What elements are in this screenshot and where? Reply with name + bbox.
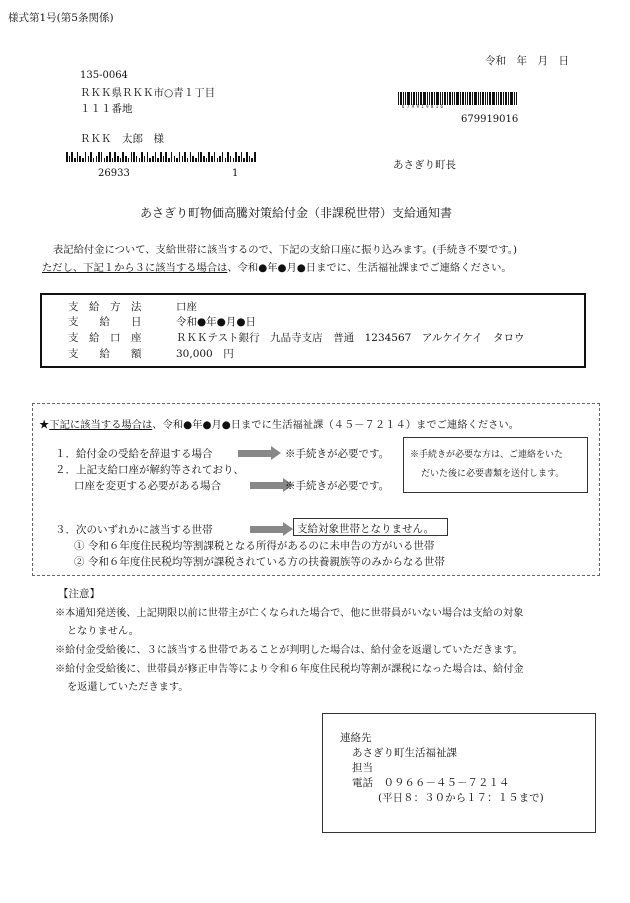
- barcode-bar: [472, 92, 473, 105]
- barcode-bar: [82, 158, 84, 162]
- barcode-bar: [122, 152, 124, 162]
- caution-2: ※給付金受給後に、３に該当する世帯であることが判明した場合は、給付金を返還していただきます。: [55, 645, 523, 656]
- contact-person: 担当: [352, 762, 373, 774]
- barcode-bar: [206, 158, 208, 162]
- barcode-bar: [241, 152, 243, 162]
- barcode-bar: [112, 158, 114, 162]
- star-icon: ★: [39, 419, 50, 431]
- barcode-bar: [128, 158, 130, 162]
- contact-phone: 電話 ０９６６－４５－７２１４: [352, 777, 510, 789]
- payment-amount-label: 支 給 額: [68, 348, 142, 360]
- barcode-code-left: 26933: [98, 168, 130, 179]
- barcode-bar: [139, 158, 141, 162]
- barcode-bar: [482, 92, 484, 105]
- barcode-bar: [489, 92, 491, 105]
- notice-item2a: ２．上記支給口座が解約等されており、: [55, 464, 244, 476]
- barcode-bar: [104, 158, 106, 162]
- barcode-bar: [251, 158, 253, 162]
- barcode-bar: [456, 92, 459, 105]
- recipient-name: ＲＫＫ 太郎 様: [80, 133, 164, 145]
- barcode-bar: [160, 152, 162, 162]
- barcode-bar: [131, 152, 133, 162]
- barcode-bar: [227, 152, 229, 162]
- barcode-bar: [485, 92, 486, 105]
- barcode-bar: [133, 152, 135, 162]
- barcode-bar: [447, 92, 448, 105]
- intro-rest: 、令和●年●月●日までに、生活福祉課までご連絡ください。: [227, 262, 512, 274]
- payment-method-label: 支 給 方 法: [68, 301, 142, 313]
- address-line1: ＲＫＫ県ＲＫＫ市○青１丁目: [80, 87, 216, 99]
- arrow-right-icon: [250, 526, 284, 533]
- caution-1b: となりません。: [67, 626, 139, 637]
- barcode-bar: [503, 92, 504, 105]
- payment-account-label: 支 給 口 座: [68, 332, 142, 344]
- barcode-bar: [157, 158, 159, 162]
- issue-date: 令和 年 月 日: [485, 55, 569, 67]
- barcode-bar: [514, 92, 515, 105]
- barcode-small-digits: 6 7 9 9 1 9 0 1 6: [402, 104, 443, 109]
- item3-sub2: ② 令和６年度住民税均等割が課税されている方の扶養親族等のみからなる世帯: [74, 556, 445, 568]
- barcode-bar: [246, 152, 248, 162]
- address-line2: １１１番地: [80, 103, 133, 115]
- payment-date-value: 令和●年●月●日: [176, 316, 256, 328]
- barcode-bar: [230, 156, 232, 162]
- barcode-bar: [211, 156, 213, 162]
- barcode-bar: [219, 156, 221, 162]
- payment-method-value: 口座: [176, 301, 197, 313]
- barcode-bar: [243, 158, 245, 162]
- barcode-bar: [155, 152, 157, 162]
- barcode-bar: [109, 152, 111, 162]
- barcode-bar: [222, 152, 224, 162]
- payment-date-label: 支 給 日: [68, 316, 142, 328]
- intro-line1: 表記給付金について、支給世帯に該当するので、下記の支給口座に振り込みます。(手続き不要です。): [53, 244, 517, 256]
- item3-sub1: ① 令和６年度住民税均等割課税となる所得があるのに未申告の方がいる世帯: [74, 540, 435, 552]
- barcode-bar: [452, 92, 453, 105]
- barcode-bar: [171, 152, 173, 162]
- barcode-bar: [96, 156, 98, 162]
- barcode-bar: [120, 158, 122, 162]
- barcode-bar: [163, 156, 165, 162]
- contact-dept: あさぎり町生活福祉課: [352, 747, 457, 759]
- barcode-bar: [217, 158, 219, 162]
- barcode-bar: [496, 92, 497, 105]
- barcode-bar: [510, 92, 513, 105]
- procedure-needed-1: ※手続きが必要です。: [285, 448, 390, 460]
- barcode-bar: [69, 156, 71, 162]
- barcode-bar: [152, 156, 154, 162]
- barcode-bar: [182, 156, 184, 162]
- barcode-bar: [165, 152, 167, 162]
- barcode-bar: [254, 152, 256, 162]
- barcode-bar: [195, 158, 197, 162]
- barcode-bar: [444, 92, 446, 105]
- barcode-bar: [487, 92, 488, 105]
- postal-code: 135-0064: [80, 70, 128, 81]
- barcode-bar: [88, 156, 90, 162]
- notice-item3: ３．次のいずれかに該当する世帯: [55, 524, 213, 536]
- barcode-bar: [101, 152, 103, 162]
- notice-heading: [39, 416, 519, 431]
- contact-heading: 連絡先: [340, 732, 372, 744]
- notice-heading-rest: 、令和●年●月●日までに生活福祉課（４５－７２１４）までご連絡ください。: [152, 419, 520, 431]
- barcode-bar: [117, 156, 119, 162]
- barcode-bar: [454, 92, 455, 105]
- barcode-bar: [184, 152, 186, 162]
- barcode-bar: [492, 92, 495, 105]
- barcode-bar: [187, 158, 189, 162]
- barcode-bar: [398, 92, 399, 105]
- form-label: 様式第1号(第5条関係): [8, 12, 114, 24]
- payment-amount-value: 30,000 円: [176, 348, 234, 360]
- document-title: あさぎり町物価高騰対策給付金（非課税世帯）支給通知書: [140, 206, 453, 220]
- barcode-bar: [85, 152, 87, 162]
- barcode-code-right: 1: [232, 168, 239, 179]
- barcode-bar: [462, 92, 464, 105]
- barcode-bar: [174, 156, 176, 162]
- barcode-bar: [200, 152, 202, 162]
- barcode-bar: [136, 156, 138, 162]
- contact-hours: (平日８：３０から１７：１５まで): [378, 792, 544, 804]
- barcode-bar: [233, 158, 235, 162]
- barcode-bar: [93, 158, 95, 162]
- barcode-bar: [505, 92, 507, 105]
- barcode-bar: [149, 158, 151, 162]
- barcode-bar: [480, 92, 481, 105]
- barcode-bar: [498, 92, 499, 105]
- caution-3a: ※給付金受給後に、世帯員が修正申告等により令和６年度住民税均等割が課税になった場合は、給付金: [55, 664, 524, 675]
- barcode-bar: [203, 156, 205, 162]
- barcode-bar: [98, 152, 100, 162]
- arrow-right-icon: [250, 482, 284, 489]
- barcode-bar: [125, 156, 127, 162]
- notice-item1: １．給付金の受給を辞退する場合: [55, 448, 213, 460]
- barcode-bar: [238, 156, 240, 162]
- barcode-bar: [249, 156, 251, 162]
- barcode-bar: [147, 152, 149, 162]
- payment-account-value: ＲＫＫテスト銀行 九品寺支店 普通 1234567 アルケイケイ タロウ: [176, 332, 525, 344]
- barcode-bar: [469, 92, 471, 105]
- barcode-bar: [449, 92, 451, 105]
- postal-barcode: [66, 152, 257, 162]
- barcode-bar: [500, 92, 502, 105]
- barcode-bar: [465, 92, 466, 105]
- barcode-bar: [77, 152, 79, 162]
- barcode-number: 679919016: [461, 114, 519, 125]
- barcode-bar: [192, 156, 194, 162]
- barcode-bar: [198, 152, 200, 162]
- barcode-bar: [176, 158, 178, 162]
- barcode-bar: [114, 152, 116, 162]
- procedure-needed-2: ※手続きが必要です。: [285, 480, 390, 492]
- barcode-bar: [235, 152, 237, 162]
- barcode-bar: [208, 152, 210, 162]
- barcode-bar: [508, 92, 509, 105]
- barcode-bar: [90, 152, 92, 162]
- caution-heading: 【注意】: [58, 588, 100, 600]
- arrow-right-icon: [238, 450, 272, 457]
- caution-3b: を返還していただきます。: [67, 682, 189, 693]
- side-note-line1: ※手続きが必要な方は、ご連絡をいた: [410, 450, 564, 460]
- barcode-bar: [74, 158, 76, 162]
- barcode-bar: [467, 92, 468, 105]
- barcode-bar: [214, 152, 216, 162]
- barcode-bar: [79, 156, 81, 162]
- barcode-bar: [460, 92, 461, 105]
- notice-item2b: 口座を変更する必要がある場合: [74, 480, 221, 492]
- barcode-bar: [474, 92, 477, 105]
- caution-1a: ※本通知発送後、上記期限以前に世帯主が亡くなられた場合で、他に世帯員がいない場合は支給の対象: [55, 608, 524, 619]
- document-barcode: [398, 91, 518, 105]
- intro-underlined: ただし、下記１から３に該当する場合は: [42, 262, 228, 274]
- intro-line2: [42, 259, 512, 274]
- barcode-bar: [144, 156, 146, 162]
- sender: あさぎり町長: [393, 159, 456, 171]
- barcode-bar: [66, 152, 68, 162]
- barcode-bar: [179, 152, 181, 162]
- barcode-bar: [71, 152, 73, 162]
- barcode-bar: [478, 92, 479, 105]
- side-note-line2: だいた後に必要書類を送付します。: [421, 469, 565, 479]
- barcode-bar: [168, 158, 170, 162]
- barcode-bar: [141, 152, 143, 162]
- side-note-box: [403, 437, 588, 493]
- barcode-bar: [106, 156, 108, 162]
- barcode-bar: [190, 152, 192, 162]
- barcode-bar: [516, 92, 517, 105]
- notice-heading-underlined: 下記に該当する場合は: [49, 419, 153, 431]
- item3-result: 支給対象世帯となりません。: [297, 523, 435, 535]
- barcode-bar: [225, 158, 227, 162]
